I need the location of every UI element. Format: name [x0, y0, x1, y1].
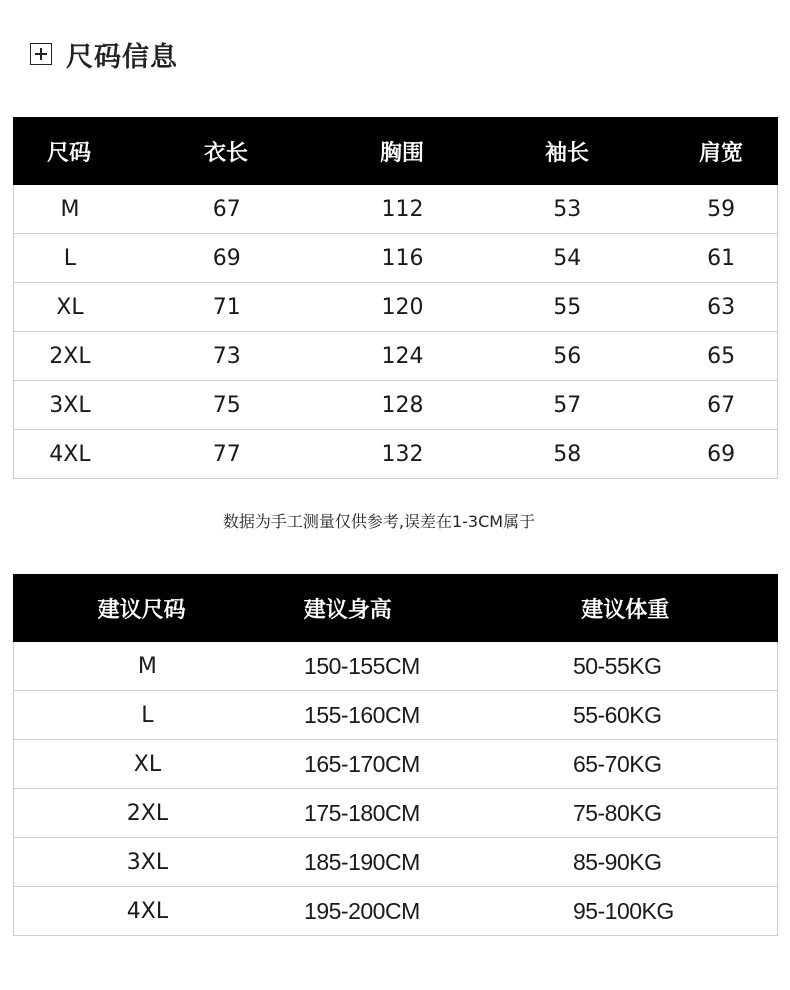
size-cell: M — [60, 196, 80, 222]
height-cell: 175-180CM — [304, 799, 420, 826]
table-row — [14, 233, 777, 282]
table-row — [14, 788, 777, 837]
size-cell: L — [63, 245, 77, 271]
sleeve-cell: 57 — [553, 392, 582, 418]
header-recommended-weight: 建议体重 — [581, 597, 670, 623]
table-row — [14, 690, 777, 739]
weight-cell: 50-55KG — [572, 652, 662, 679]
size-table-header — [13, 117, 778, 185]
table-row — [14, 331, 777, 380]
header-size: 尺码 — [46, 140, 91, 166]
chest-cell: 124 — [381, 343, 424, 369]
sleeve-cell: 56 — [553, 343, 582, 369]
chest-cell: 132 — [381, 441, 424, 467]
size-cell: 3XL — [49, 392, 91, 418]
size-cell: L — [141, 702, 154, 728]
size-cell: 2XL — [49, 343, 91, 369]
shoulder-cell: 61 — [707, 245, 736, 271]
length-cell: 77 — [212, 441, 241, 467]
height-cell: 195-200CM — [304, 897, 420, 924]
size-cell: 2XL — [126, 800, 169, 826]
sleeve-cell: 53 — [553, 196, 582, 222]
table-row — [14, 185, 777, 233]
sleeve-cell: 54 — [553, 245, 582, 271]
weight-cell: 75-80KG — [572, 799, 662, 826]
length-cell: 67 — [212, 196, 241, 222]
size-cell: XL — [56, 294, 84, 320]
header-recommended-height: 建议身高 — [303, 597, 392, 623]
weight-cell: 55-60KG — [572, 701, 662, 728]
header-shoulder: 肩宽 — [698, 140, 743, 166]
sleeve-cell: 55 — [553, 294, 582, 320]
weight-cell: 95-100KG — [572, 897, 674, 924]
weight-cell: 65-70KG — [572, 750, 662, 777]
table-row — [14, 429, 777, 478]
chest-cell: 128 — [381, 392, 424, 418]
chest-cell: 112 — [381, 196, 424, 222]
section-header — [30, 34, 178, 74]
shoulder-cell: 67 — [707, 392, 736, 418]
table-row — [14, 642, 777, 690]
chest-cell: 116 — [381, 245, 424, 271]
measurement-note: 数据为手工测量仅供参考,误差在1-3CM属于 — [222, 512, 536, 531]
size-cell: XL — [133, 751, 162, 777]
header-recommended-size: 建议尺码 — [97, 597, 186, 623]
header-chest: 胸围 — [379, 140, 424, 166]
recommend-table-header — [13, 574, 778, 642]
table-row — [14, 282, 777, 331]
header-length: 衣长 — [203, 140, 248, 166]
table-row — [14, 380, 777, 429]
length-cell: 69 — [212, 245, 241, 271]
height-cell: 150-155CM — [304, 652, 420, 679]
size-cell: M — [137, 653, 157, 679]
table-row — [14, 739, 777, 788]
height-cell: 155-160CM — [304, 701, 420, 728]
size-cell: 4XL — [49, 441, 91, 467]
sleeve-cell: 58 — [553, 441, 582, 467]
weight-cell: 85-90KG — [572, 848, 662, 875]
length-cell: 75 — [212, 392, 241, 418]
section-title: 尺码信息 — [66, 41, 178, 73]
length-cell: 73 — [212, 343, 241, 369]
length-cell: 71 — [212, 294, 241, 320]
shoulder-cell: 59 — [707, 196, 736, 222]
shoulder-cell: 65 — [707, 343, 736, 369]
shoulder-cell: 69 — [707, 441, 736, 467]
recommendation-table — [13, 574, 778, 936]
header-sleeve: 袖长 — [544, 140, 589, 166]
plus-square-icon — [30, 43, 52, 65]
height-cell: 185-190CM — [304, 848, 420, 875]
chest-cell: 120 — [381, 294, 424, 320]
size-chart-table — [13, 117, 778, 479]
size-cell: 3XL — [126, 849, 169, 875]
size-cell: 4XL — [126, 898, 169, 924]
height-cell: 165-170CM — [304, 750, 420, 777]
shoulder-cell: 63 — [707, 294, 736, 320]
table-row — [14, 886, 777, 935]
table-row — [14, 837, 777, 886]
